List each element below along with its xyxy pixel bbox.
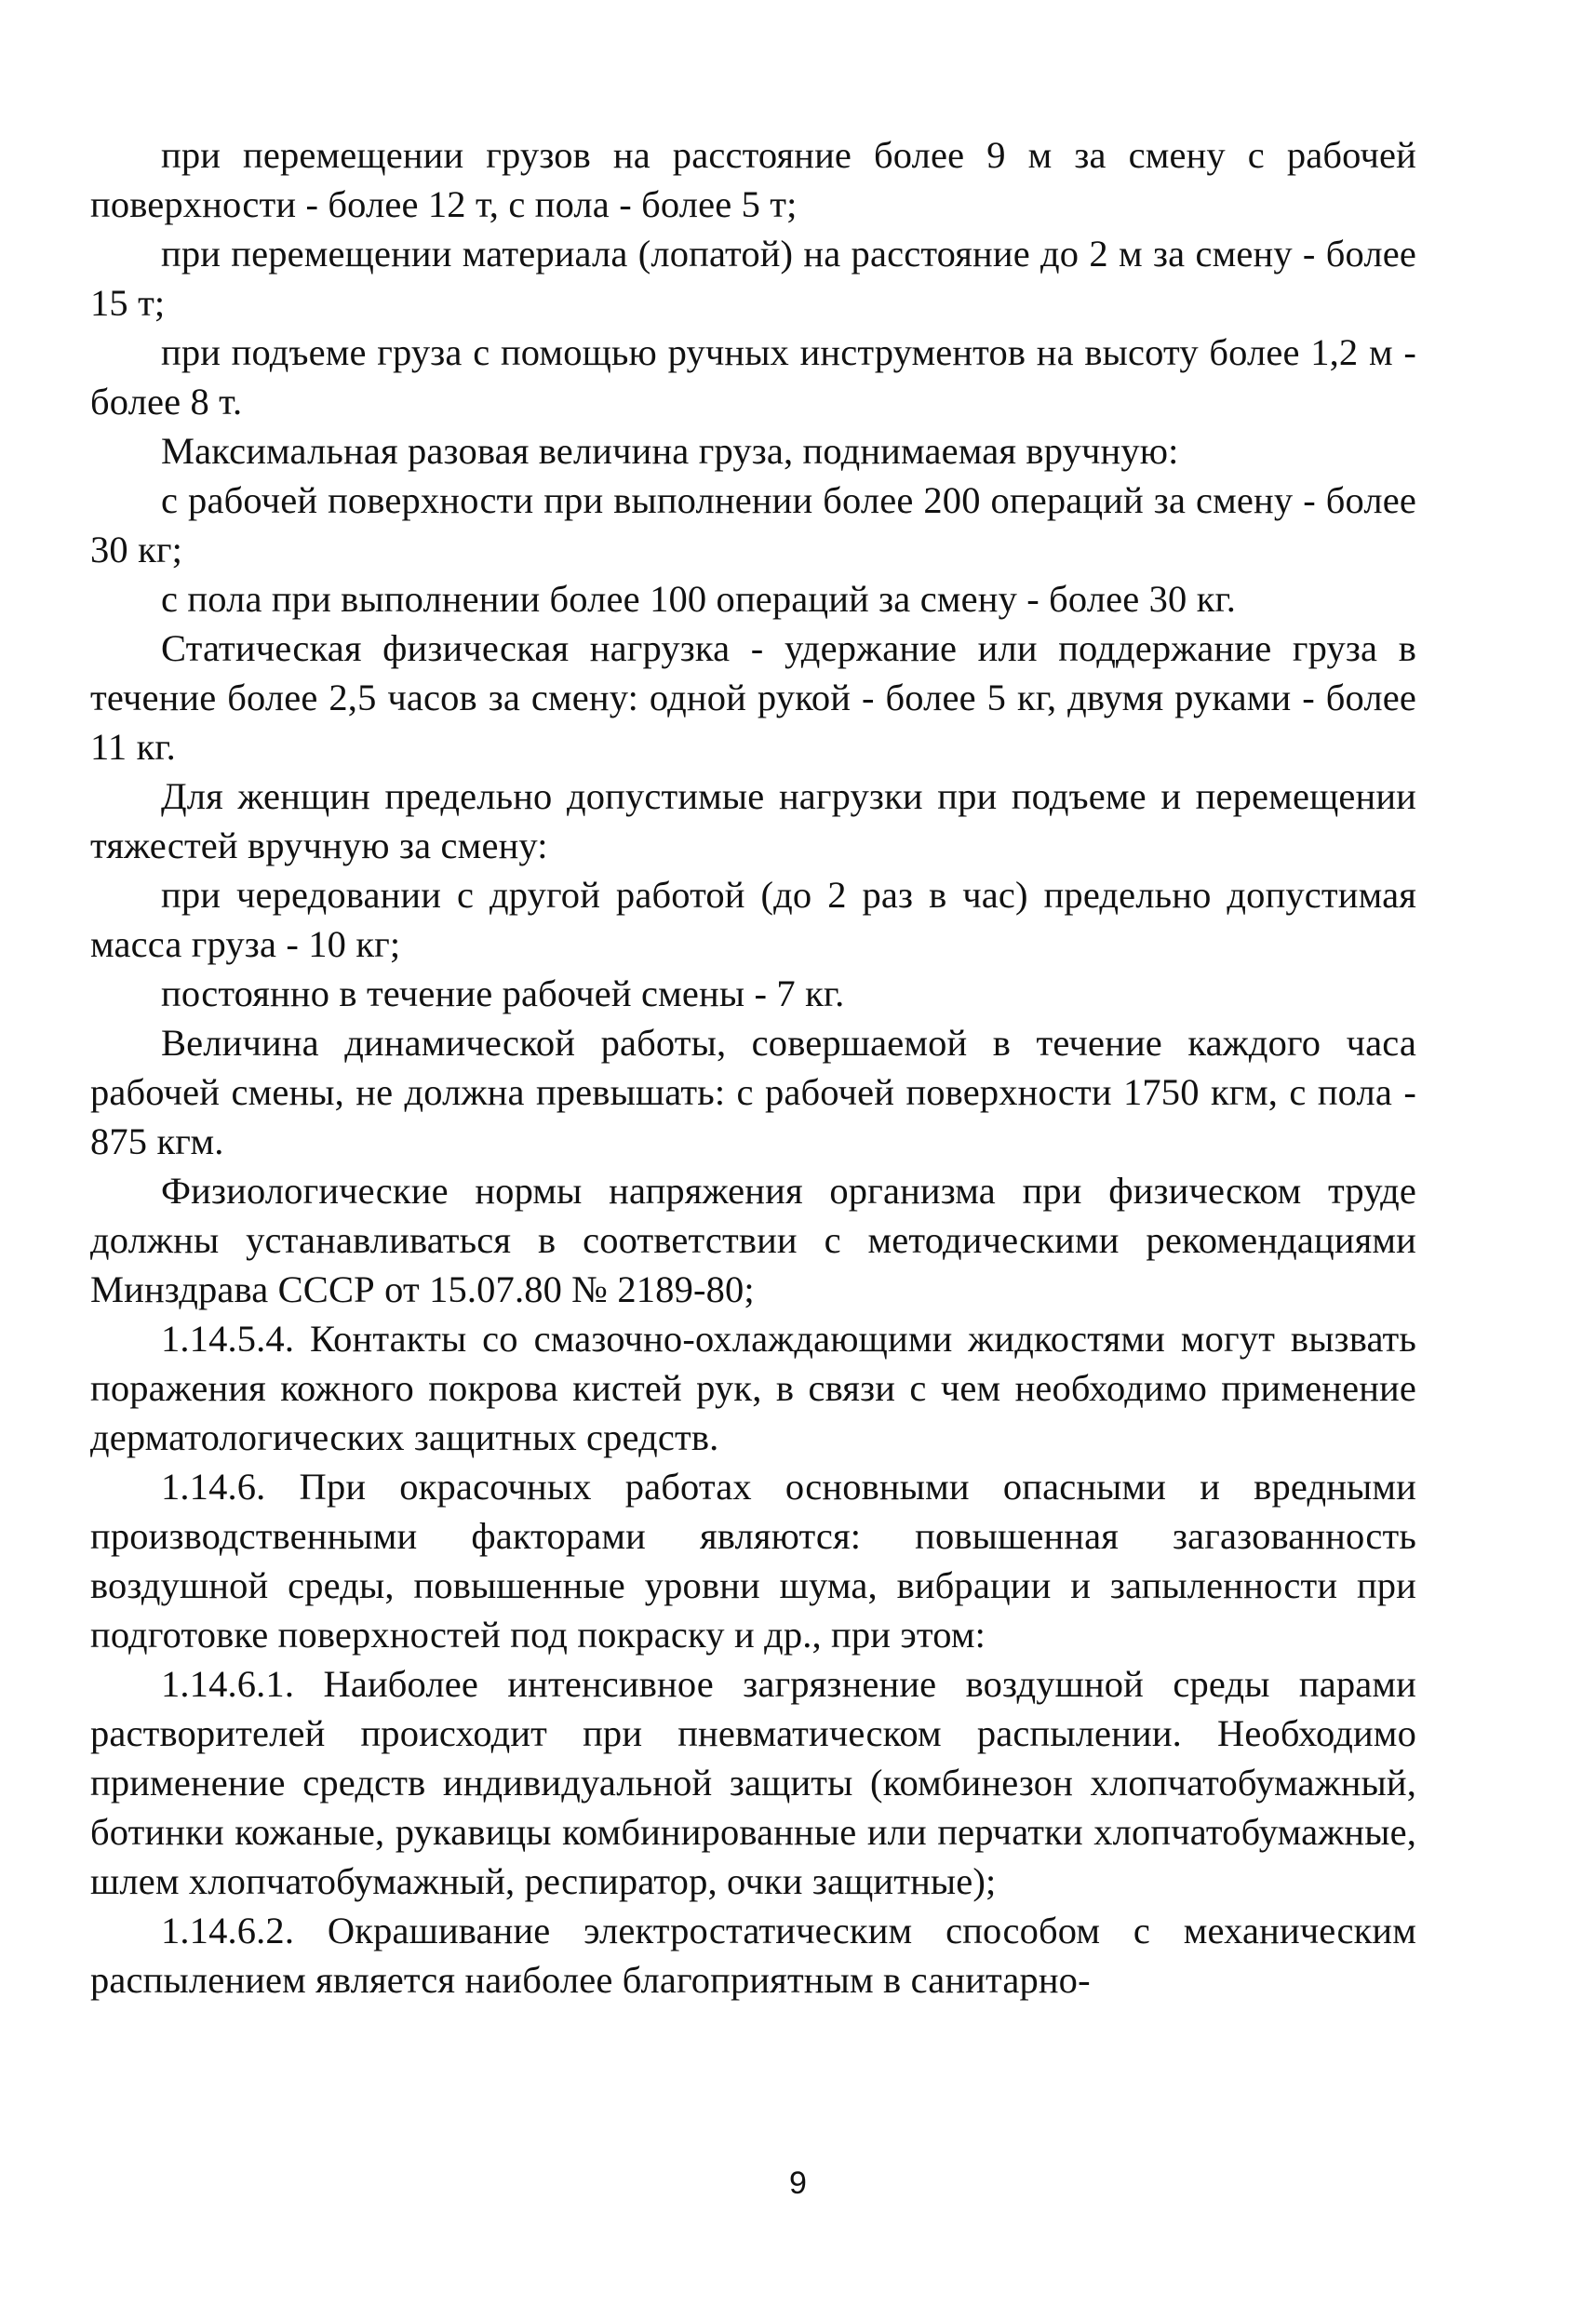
paragraph: Физиологические нормы напряжения организма при физическом труде должны устанавливаться в соответствии с методическими рекомендациями Минздрава СССР от 15.07.80 № 2189-80;: [90, 1170, 1416, 1310]
paragraph: 1.14.6. При окрасочных работах основными опасными и вредными производственными факторами являются: повышенная загазованность воздушной среды, повышенные уровни шума, вибрации и запыленности при подготовке поверхностей под покраску и др., при этом:: [90, 1466, 1416, 1656]
paragraph: Статическая физическая нагрузка - удержание или поддержание груза в течение более 2,5 часов за смену: одной рукой - более 5 кг, двумя руками - более 11 кг.: [90, 627, 1416, 768]
paragraph: при чередовании с другой работой (до 2 раз в час) предельно допустимая масса груза - 10 кг;: [90, 874, 1416, 965]
paragraph: при перемещении грузов на расстояние более 9 м за смену с рабочей поверхности - более 12 т, с пола - более 5 т;: [90, 134, 1416, 225]
paragraph: постоянно в течение рабочей смены - 7 кг.: [161, 972, 845, 1014]
page-number: 9: [789, 2166, 807, 2201]
paragraph: Для женщин предельно допустимые нагрузки при подъеме и перемещении тяжестей вручную за смену:: [90, 775, 1416, 866]
paragraph: с рабочей поверхности при выполнении более 200 операций за смену - более 30 кг;: [90, 479, 1416, 570]
document-body: [90, 130, 1416, 2005]
paragraph: с пола при выполнении более 100 операций за смену - более 30 кг.: [161, 578, 1237, 620]
paragraph: 1.14.6.2. Окрашивание электростатическим способом с механическим распылением является наиболее благоприятным в санитарно-: [90, 1910, 1416, 2001]
paragraph: 1.14.5.4. Контакты со смазочно-охлаждающими жидкостями могут вызвать поражения кожного покрова кистей рук, в связи с чем необходимо применение дерматологических защитных средств.: [90, 1318, 1416, 1458]
paragraph: 1.14.6.1. Наиболее интенсивное загрязнение воздушной среды парами растворителей происходит при пневматическом распылении. Необходимо применение средств индивидуальной защиты (комбинезон хлопчатобумажный, ботинки кожаные, рукавицы комбинированные или перчатки хлопчатобумажные, шлем хлопчатобумажный, респиратор, очки защитные);: [90, 1663, 1416, 1902]
paragraph: Максимальная разовая величина груза, поднимаемая вручную:: [161, 430, 1179, 472]
paragraph: Величина динамической работы, совершаемой в течение каждого часа рабочей смены, не должна превышать: с рабочей поверхности 1750 кгм, с пола - 875 кгм.: [90, 1022, 1416, 1162]
paragraph: при перемещении материала (лопатой) на расстояние до 2 м за смену - более 15 т;: [90, 233, 1416, 324]
paragraph: при подъеме груза с помощью ручных инструментов на высоту более 1,2 м - более 8 т.: [90, 331, 1416, 422]
